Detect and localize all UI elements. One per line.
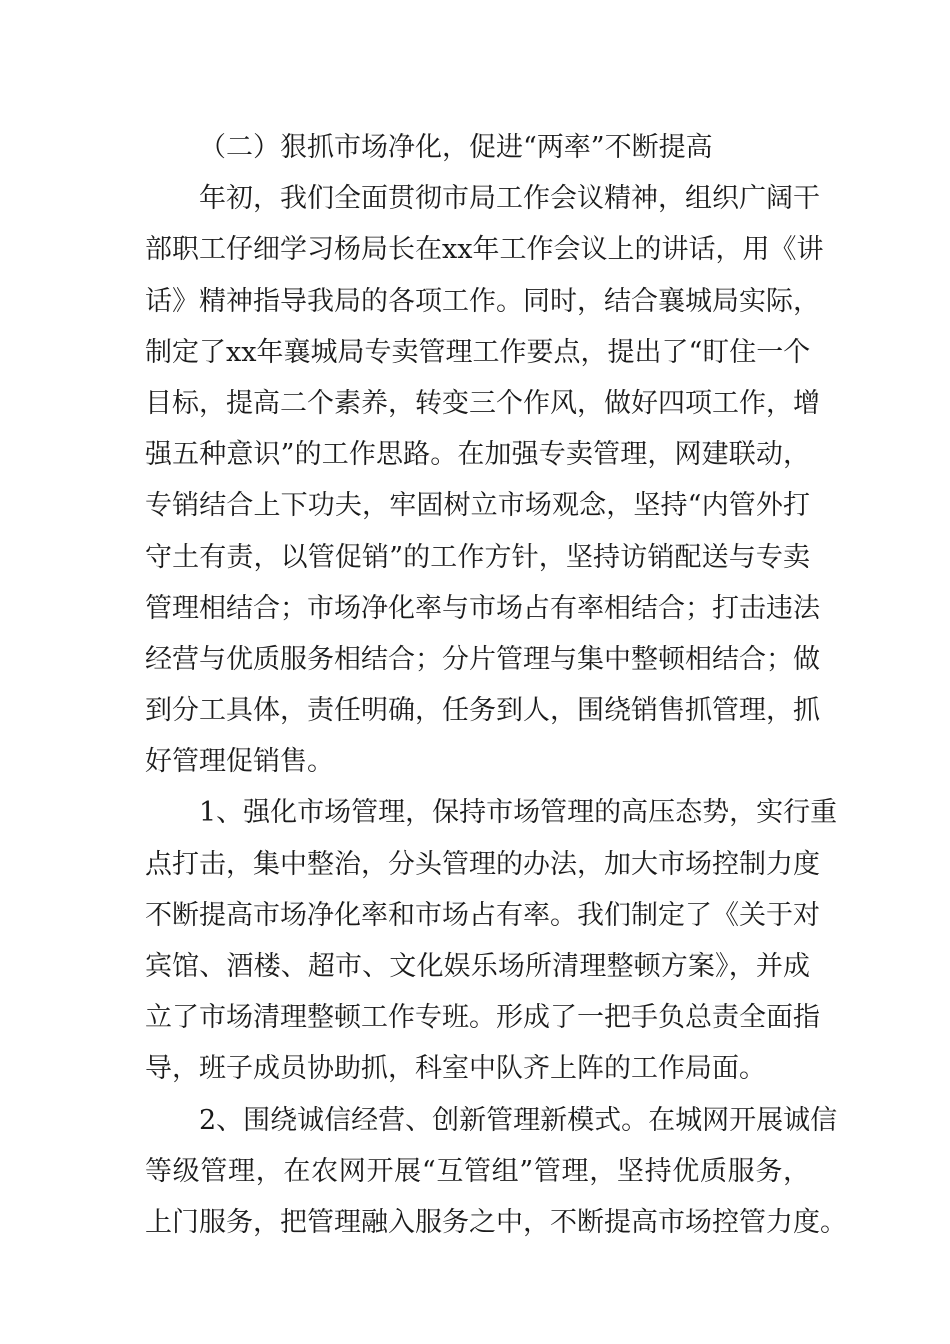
paragraph-line: 部职工仔细学习杨局长在xx年工作会议上的讲话，用《讲: [145, 234, 824, 266]
paragraph-line: 制定了xx年襄城局专卖管理工作要点，提出了“盯住一个: [145, 336, 811, 368]
paragraph-line: 管理相结合；市场净化率与市场占有率相结合；打击违法: [145, 592, 820, 624]
paragraph-line: 话》精神指导我局的各项工作。同时，结合襄城局实际，: [145, 285, 820, 317]
section-heading: （二）狠抓市场净化，促进“两率”不断提高: [199, 132, 713, 163]
paragraph-line: 2、围绕诚信经营、创新管理新模式。在城网开展诚信: [199, 1104, 838, 1136]
paragraph-line: 宾馆、酒楼、超市、文化娱乐场所清理整顿方案》，并成: [145, 951, 810, 982]
paragraph-line: 不断提高市场净化率和市场占有率。我们制定了《关于对: [145, 899, 820, 931]
document-body: [145, 122, 847, 1248]
paragraph-2: [145, 787, 838, 1094]
paragraph-line: 目标，提高二个素养，转变三个作风，做好四项工作，增: [145, 387, 820, 419]
paragraph-line: 专销结合上下功夫，牢固树立市场观念，坚持“内管外打: [145, 490, 810, 522]
paragraph-line: 立了市场清理整顿工作专班。形成了一把手负总责全面指: [145, 1002, 820, 1034]
paragraph-line: 年初，我们全面贯彻市局工作会议精神，组织广阔干: [199, 183, 820, 215]
paragraph-1: [145, 173, 824, 787]
paragraph-line: 导，班子成员协助抓，科室中队齐上阵的工作局面。: [145, 1053, 766, 1085]
paragraph-line: 强五种意识”的工作思路。在加强专卖管理，网建联动，: [145, 439, 810, 471]
paragraph-line: 上门服务，把管理融入服务之中，不断提高市场控管力度。: [145, 1206, 847, 1238]
paragraph-line: 守土有责，以管促销”的工作方针，坚持访销配送与专卖: [145, 541, 810, 573]
paragraph-line: 好管理促销售。: [145, 746, 334, 778]
paragraph-line: 到分工具体，责任明确，任务到人，围绕销售抓管理，抓: [145, 695, 820, 727]
paragraph-3: [145, 1095, 847, 1249]
paragraph-line: 经营与优质服务相结合；分片管理与集中整顿相结合；做: [145, 643, 820, 675]
paragraph-line: 1、强化市场管理，保持市场管理的高压态势，实行重: [199, 797, 838, 829]
paragraph-line: 等级管理，在农网开展“互管组”管理，坚持优质服务，: [145, 1155, 810, 1187]
paragraph-line: 点打击，集中整治，分头管理的办法，加大市场控制力度: [145, 848, 820, 880]
